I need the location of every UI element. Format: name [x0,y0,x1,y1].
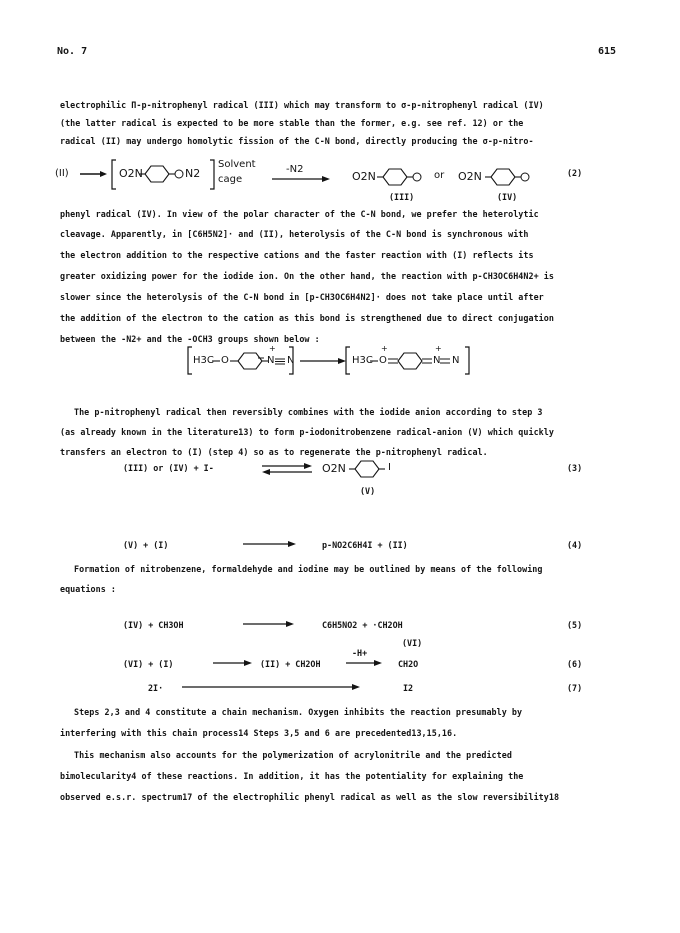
text-line: between the -N2+ and the -OCH3 groups shown below : [60,334,320,344]
text-line: cleavage. Apparently, in [C6H5N2]· and (II), heterolysis of the C-N bond is synchronous with [60,229,529,239]
text-line: transfers an electron to (I) (step 4) so as to regenerate the p-nitrophenyl radical. [60,447,488,457]
cage-label: cage [218,174,243,185]
text-line: slower since the heterolysis of the C-N bond in [p-CH3OC6H4N2]· does not take place until after [60,292,544,302]
text-line: the addition of the electron to the cation as this bond is strengthened due to direct conjugation [60,313,554,323]
equation-number: (7) [567,683,583,693]
eq5-left: (IV) + CH3OH [123,620,184,630]
nitro-group-label: O2N [119,167,143,180]
eq7-left: 2I· [148,683,164,693]
eq3-group: O2N [322,462,346,475]
product-group-label: O2N [352,170,376,183]
text-line: bimolecularity4 of these reactions. In addition, it has the potentiality for explaining the [60,771,524,781]
eq5-right: C6H5NO2 + ·CH2OH [322,620,403,630]
oxygen-label: O [221,355,229,366]
charge-label: + [269,344,276,353]
charge-label: + [381,344,388,353]
text-line: (the latter radical is expected to be more stable than the former, e.g. see ref. 12) or the [60,118,524,128]
text-line: The p-nitrophenyl radical then reversibly combines with the iodide anion according to step 3 [74,407,543,417]
text-line: observed e.s.r. spectrum17 of the electrophilic phenyl radical as well as the slow reversibility18 [60,792,560,802]
equation-number: (5) [567,620,583,630]
eq6-middle: (II) + CH2OH [260,659,321,669]
text-line: phenyl radical (IV). In view of the polar character of the C-N bond, we prefer the heterolytic [60,209,539,219]
text-line: radical (II) may undergo homolytic fission of the C-N bond, directly producing the σ-p-nitro- [60,136,534,146]
text-line: the electron addition to the respective cations and the faster reaction with (I) reflects its [60,250,534,260]
label-iv: (IV) [497,192,518,202]
label-iii: (III) [389,192,415,202]
equation-number: (6) [567,659,583,669]
eq4-left: (V) + (I) [123,540,169,550]
text-line: greater oxidizing power for the iodide ion. On the other hand, the reaction with p-CH3OC6H4N2+ is [60,271,554,281]
nitrogen-label: N [452,355,460,366]
text-line: This mechanism also accounts for the polymerization of acrylonitrile and the predicted [74,750,512,760]
scheme-start-label: (II) [55,168,69,179]
nitrogen-loss-label: -N2 [286,164,304,175]
diazo-group-label: N2 [185,167,201,180]
charge-label: + [435,344,442,353]
issue-number: No. 7 [57,46,88,57]
methyl-group-label: H3C [352,355,373,366]
equation-number: (4) [567,540,583,550]
eq3-label: (V) [360,486,376,496]
nitrogen-label: N [433,355,441,366]
eq3-left: (III) or (IV) + I- [123,463,214,473]
equation-number: (3) [567,463,583,473]
eq3-iodine: I [388,462,391,473]
eq5-below: (VI) [402,638,423,648]
equation-number: (2) [567,168,583,178]
nitrogen-label: N [287,355,295,366]
eq6-above-arrow: -H+ [352,648,368,658]
text-line: interfering with this chain process14 Steps 3,5 and 6 are precedented13,15,16. [60,728,458,738]
text-line: equations : [60,584,117,594]
eq4-right: p-NO2C6H4I + (II) [322,540,408,550]
eq7-right: I2 [403,683,414,693]
nitrogen-label: N [267,355,275,366]
oxygen-label: O [379,355,387,366]
eq6-left: (VI) + (I) [123,659,174,669]
text-line: (as already known in the literature13) to form p-iodonitrobenzene radical-anion (V) which quickly [60,427,554,437]
or-label: or [434,170,445,181]
page-number: 615 [598,46,617,57]
product2-group-label: O2N [458,170,482,183]
eq6-right: CH2O [398,659,419,669]
methyl-group-label: H3C [193,355,214,366]
solvent-label: Solvent [218,159,256,170]
text-line: Steps 2,3 and 4 constitute a chain mechanism. Oxygen inhibits the reaction presumably by [74,707,523,717]
text-line: electrophilic Π-p-nitrophenyl radical (III) which may transform to σ-p-nitrophenyl radical (IV) [60,100,544,110]
text-line: Formation of nitrobenzene, formaldehyde and iodine may be outlined by means of the following [74,564,543,574]
